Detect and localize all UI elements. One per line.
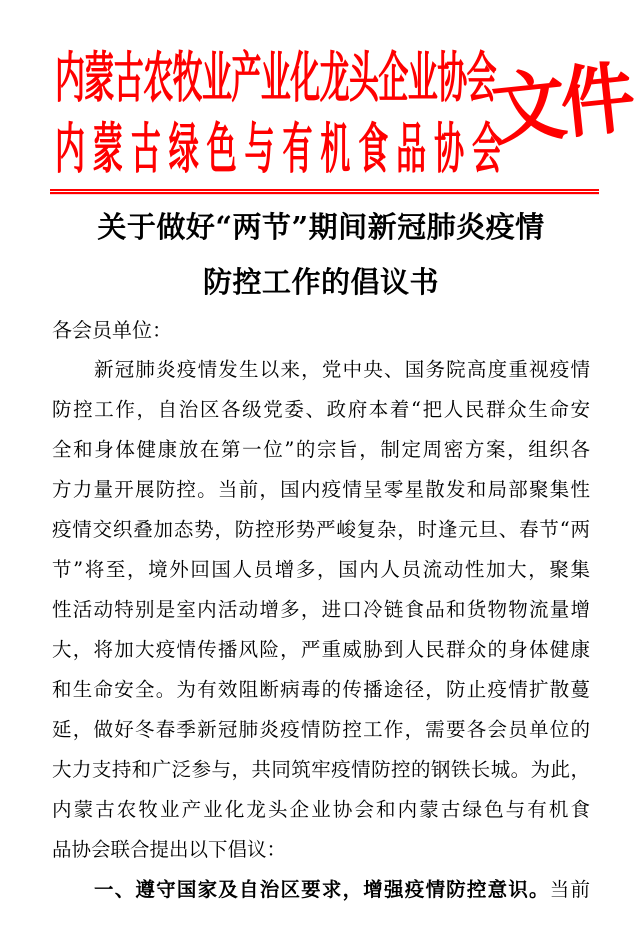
org-name-primary: 内蒙古农牧业产业化龙头企业协会: [55, 47, 496, 112]
salutation: 各会员单位：: [52, 318, 172, 342]
body-line: 大力支持和广泛参与，共同筑牢疫情防控的钢铁长城。为此，: [52, 758, 590, 781]
paragraph-2-line: [52, 870, 590, 910]
red-divider-rule: [50, 189, 599, 196]
body-line: 品协会联合提出以下倡议：: [52, 838, 287, 861]
body-line: 疫情交织叠加态势，防控形势严峻复杂，时逢元旦、春节“两: [52, 518, 590, 541]
body-line: 防控工作，自治区各级党委、政府本着“把人民群众生命安: [52, 398, 590, 421]
body-line: 新冠肺炎疫情发生以来，党中央、国务院高度重视疫情: [94, 358, 590, 381]
title-line-2: 防控工作的倡议书: [202, 265, 439, 299]
item-1-continuation: 当前: [549, 878, 590, 901]
item-1-heading: 一、遵守国家及自治区要求，增强疫情防控意识。: [94, 878, 550, 901]
body-line: 内蒙古农牧业产业化龙头企业协会和内蒙古绿色与有机食: [52, 798, 590, 821]
document-body: [0, 200, 642, 910]
org-name-secondary: 内蒙古绿色与有机食品协会: [55, 118, 502, 183]
body-line: 延，做好冬春季新冠肺炎疫情防控工作，需要各会员单位的: [52, 718, 590, 741]
body-line: 和生命安全。为有效阻断病毒的传播途径，防止疫情扩散蔓: [52, 678, 590, 701]
body-line: 全和身体健康放在第一位”的宗旨，制定周密方案，组织各: [52, 438, 590, 461]
letterhead: [0, 0, 642, 197]
document-title: [52, 200, 590, 310]
title-line-1: 关于做好“两节”期间新冠肺炎疫情: [97, 210, 545, 244]
body-line: 性活动特别是室内活动增多，进口冷链食品和货物物流量增: [52, 598, 590, 621]
doc-type-label: 文件: [487, 52, 635, 158]
paragraph-1: [52, 350, 590, 870]
body-line: 大，将加大疫情传播风险，严重威胁到人民群众的身体健康: [52, 638, 590, 661]
body-line: 节”将至，境外回国人员增多，国内人员流动性加大，聚集: [52, 558, 590, 581]
body-line: 方力量开展防控。当前，国内疫情呈零星散发和局部聚集性: [52, 478, 590, 501]
